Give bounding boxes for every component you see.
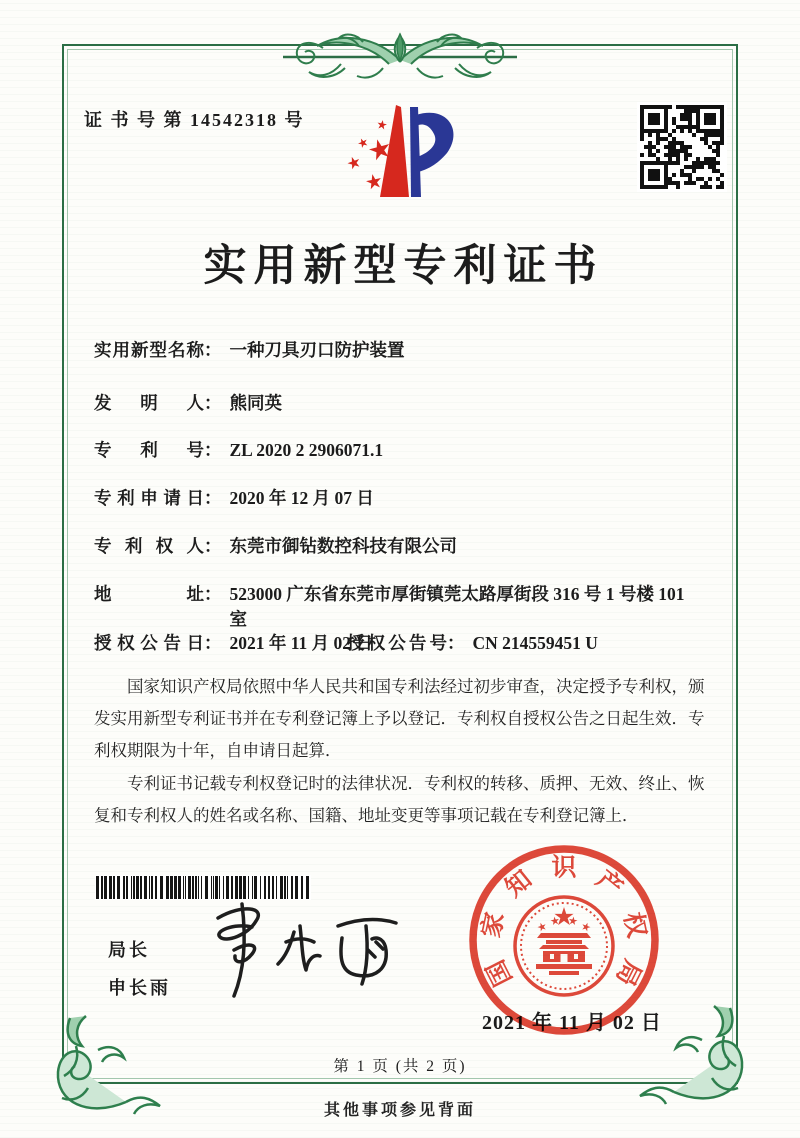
field-value: 一种刀具刃口防护装置 — [229, 340, 405, 360]
field-label: 授权公告日 — [94, 633, 204, 653]
field-label: 地址 — [94, 584, 204, 604]
field-label: 实用新型名称 — [94, 340, 204, 360]
seal-date: 2021 年 11 月 02 日 — [482, 1012, 662, 1034]
back-side-note: 其他事项参见背面 — [323, 1102, 476, 1119]
field-row-patentee — [94, 534, 714, 559]
field-row-inventor — [94, 391, 714, 416]
field-label: 专利号 — [94, 440, 204, 460]
legal-paragraph-2: 专利证书记载专利权登记时的法律状况．专利权的转移、质押、无效、终止、恢复和专利权人的姓名或名称、国籍、地址变更等事项记载在专利登记簿上． — [94, 773, 705, 825]
grant-number-pair — [347, 631, 598, 656]
signer-title: 局长 — [108, 940, 150, 960]
signer-name: 申长雨 — [108, 978, 171, 998]
field-colon: ： — [204, 340, 222, 360]
field-colon: ： — [204, 488, 222, 508]
cnipa-logo — [330, 93, 480, 215]
field-colon: ： — [204, 536, 222, 556]
seal-char: 国 — [482, 955, 518, 990]
seal-char: 产 — [590, 865, 628, 903]
field-colon: ： — [204, 440, 222, 460]
field-value: ZL 2020 2 2906071.1 — [229, 440, 384, 460]
field-colon: ： — [204, 584, 222, 604]
top-flourish-ornament — [283, 24, 517, 86]
seal-char: 家 — [477, 909, 510, 941]
legal-paragraph-1: 国家知识产权局依照中华人民共和国专利法经过初步审查，决定授予专利权，颁发实用新型专利证书并在专利登记簿上予以登记．专利权自授权公告之日起生效．专利权期限为十年，自申请日起算． — [94, 677, 705, 761]
field-row-filing-date — [94, 486, 714, 511]
certificate-title: 实用新型专利证书 — [203, 243, 604, 290]
signature-shen-changyu — [190, 898, 405, 1008]
qr-code — [637, 102, 727, 192]
grant-date-pair — [94, 633, 373, 653]
field-value: 东莞市御钻数控科技有限公司 — [229, 536, 457, 556]
field-row-patent-number — [94, 438, 714, 463]
field-colon: ： — [204, 393, 222, 413]
field-value: CN 214559451 U — [472, 633, 598, 653]
seal-char: 知 — [500, 865, 538, 903]
field-label: 发明人 — [94, 393, 204, 413]
field-colon: ： — [447, 633, 465, 653]
field-label: 专利权人 — [94, 536, 204, 556]
field-label: 专利申请日 — [94, 488, 204, 508]
official-seal — [464, 840, 664, 1040]
field-value: 2021 年 11 月 02 日 — [229, 633, 373, 653]
field-row-grant — [94, 631, 714, 656]
field-value: 熊同英 — [229, 393, 282, 413]
field-row-name — [94, 338, 714, 363]
field-value: 2020 年 12 月 07 日 — [229, 488, 374, 508]
field-label: 授权公告号 — [347, 633, 447, 653]
field-row-address — [94, 582, 714, 633]
seal-char: 局 — [610, 955, 646, 990]
legal-text — [94, 671, 710, 832]
seal-char: 权 — [618, 909, 651, 941]
barcode — [95, 875, 311, 900]
page-number-footer: 第 1 页 (共 2 页) — [333, 1058, 467, 1075]
certificate-number: 证 书 号 第 14542318 号 — [84, 110, 305, 130]
field-colon: ： — [204, 633, 222, 653]
national-emblem — [515, 897, 613, 995]
field-value: 523000 广东省东莞市厚街镇莞太路厚街段 316 号 1 号楼 101 室 — [229, 584, 685, 630]
seal-char: 识 — [551, 854, 577, 882]
